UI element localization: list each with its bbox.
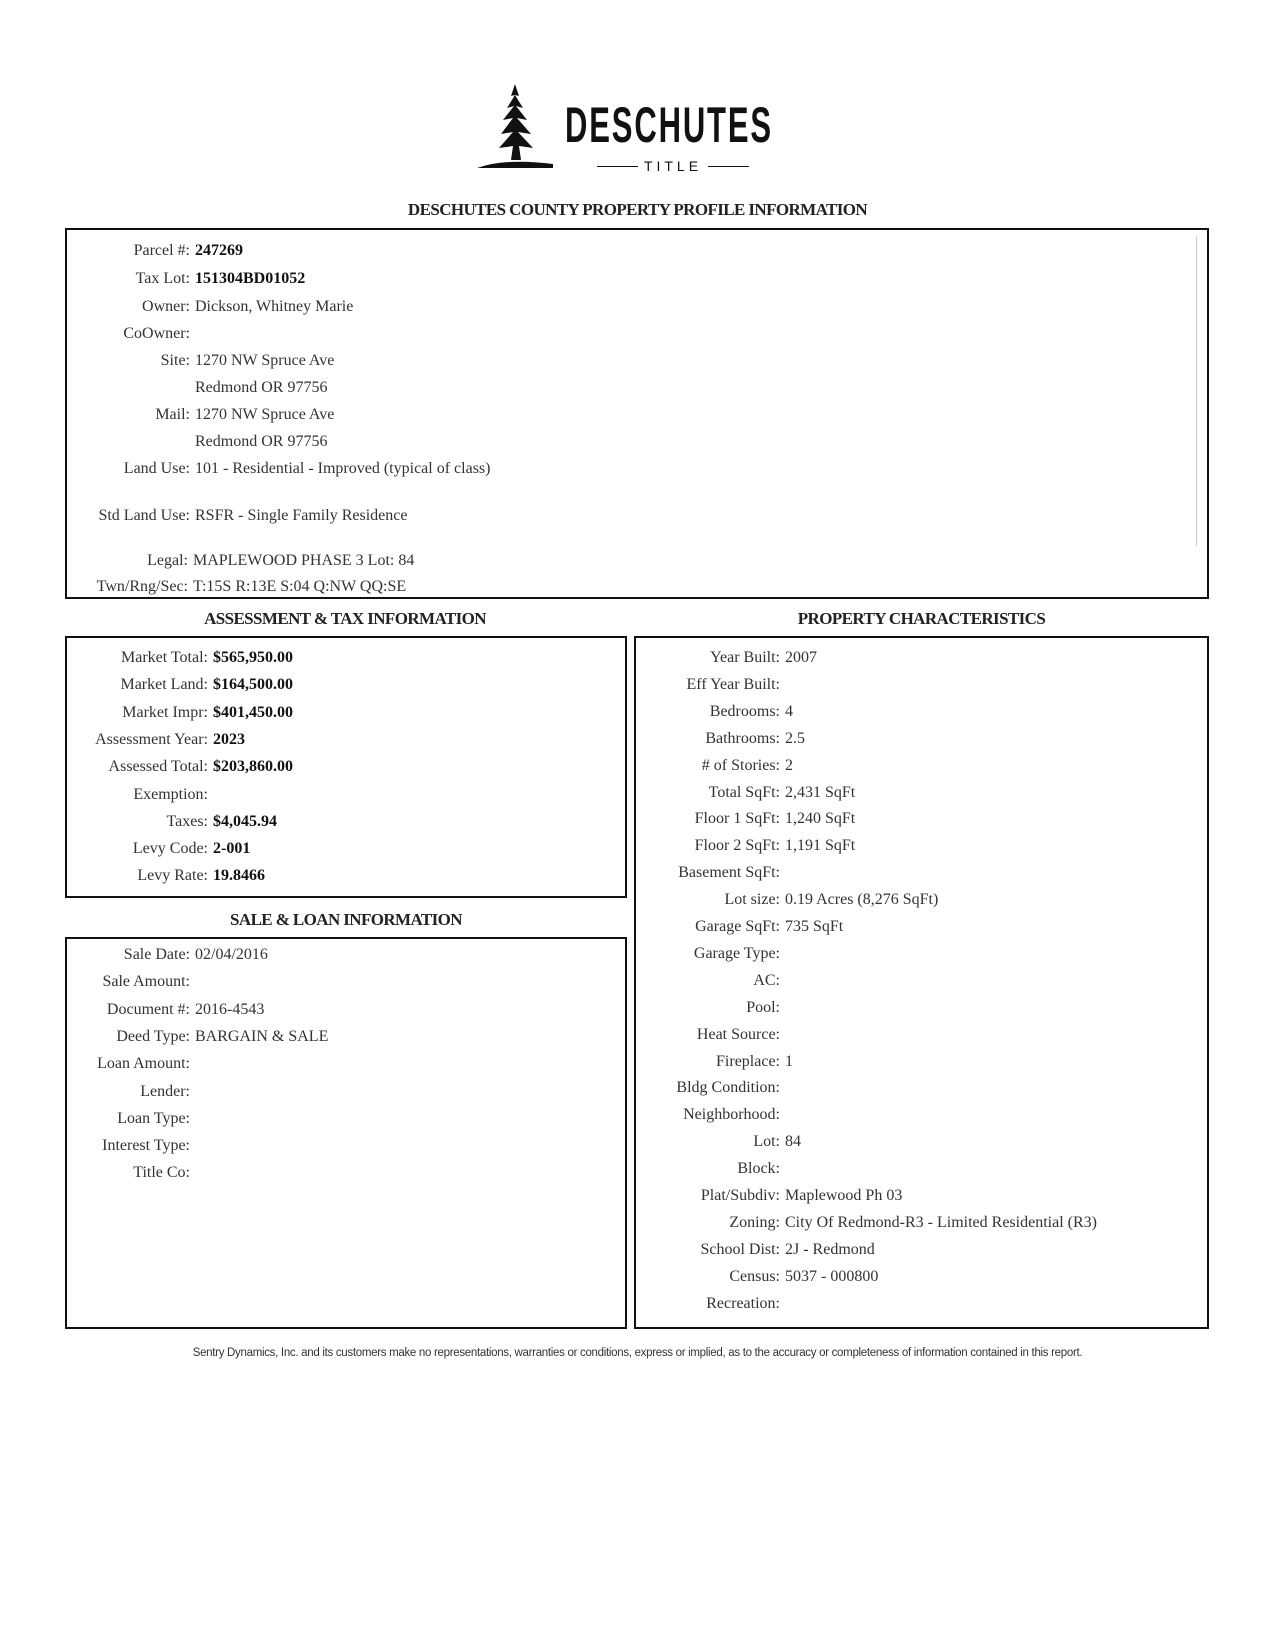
characteristics-row: [640, 1052, 793, 1072]
characteristics-label: Fireplace:: [716, 1053, 780, 1070]
landuse-row: [70, 459, 490, 479]
mail-row: [70, 405, 334, 425]
characteristics-row: [640, 971, 785, 991]
profile-box-scroll-edge: [1196, 236, 1197, 546]
characteristics-label: Heat Source:: [696, 1026, 780, 1043]
assessment-row: [70, 675, 293, 695]
characteristics-row: [640, 944, 785, 964]
logo-subtitle-text: TITLE: [643, 158, 703, 174]
sale-value: 02/04/2016: [195, 946, 268, 963]
assessment-label: Market Impr:: [122, 703, 208, 721]
sale-row: [70, 1163, 195, 1183]
characteristics-value: 2,431 SqFt: [785, 784, 856, 801]
coowner-label: CoOwner:: [123, 325, 190, 342]
sale-row: [70, 1082, 195, 1102]
assessment-label: Assessment Year:: [95, 730, 208, 748]
characteristics-label: Census:: [729, 1268, 780, 1285]
characteristics-row: [640, 998, 785, 1018]
sale-row: [70, 945, 268, 965]
characteristics-row: [640, 890, 938, 910]
sale-label: Lender:: [140, 1082, 190, 1100]
characteristics-row: [640, 1078, 785, 1098]
assessment-value: $565,950.00: [213, 649, 293, 666]
site-row-2: [195, 378, 327, 398]
site-row: [70, 351, 334, 371]
characteristics-value: 2.5: [785, 730, 805, 747]
characteristics-value: 2: [785, 757, 793, 774]
assessment-value: $164,500.00: [213, 676, 293, 694]
mail-line1: 1270 NW Spruce Ave: [195, 406, 335, 423]
sale-label: Sale Date:: [123, 946, 190, 963]
characteristics-value: 1,240 SqFt: [785, 810, 856, 827]
mail-row-2: [195, 432, 327, 452]
characteristics-value: 735 SqFt: [785, 918, 844, 935]
assessment-row: [70, 785, 213, 805]
characteristics-label: Floor 1 SqFt:: [694, 810, 780, 827]
owner-value: Dickson, Whitney Marie: [195, 298, 354, 315]
assessment-row: [70, 866, 265, 886]
characteristics-value: City Of Redmond-R3 - Limited Residential (R3): [785, 1214, 1097, 1231]
characteristics-label: Basement SqFt:: [678, 864, 780, 881]
sale-row: [70, 1054, 195, 1074]
characteristics-label: Zoning:: [729, 1214, 780, 1231]
stdlanduse-value: RSFR - Single Family Residence: [195, 507, 408, 524]
characteristics-label: AC:: [753, 972, 780, 989]
characteristics-label: Plat/Subdiv:: [700, 1187, 780, 1204]
site-line2: Redmond OR 97756: [195, 379, 328, 396]
characteristics-label: Garage Type:: [693, 945, 780, 962]
sale-row: [70, 1109, 195, 1129]
characteristics-value: 0.19 Acres (8,276 SqFt): [785, 891, 939, 908]
legal-value: MAPLEWOOD PHASE 3 Lot: 84: [193, 552, 415, 569]
characteristics-label: Floor 2 SqFt:: [694, 837, 780, 854]
characteristics-row: [640, 1213, 1097, 1233]
landuse-label: Land Use:: [123, 460, 190, 477]
characteristics-row: [640, 1159, 785, 1179]
landuse-value: 101 - Residential - Improved (typical of class): [195, 460, 491, 477]
assessment-value: 2023: [213, 730, 245, 748]
stdlanduse-label: Std Land Use:: [98, 507, 190, 524]
characteristics-row: [640, 675, 785, 695]
mail-label: Mail:: [155, 406, 190, 423]
characteristics-label: Total SqFt:: [708, 784, 780, 801]
owner-label: Owner:: [142, 298, 190, 315]
sale-label: Loan Type:: [117, 1109, 190, 1127]
characteristics-row: [640, 1025, 785, 1045]
assessment-row: [70, 703, 293, 723]
twn-row: [70, 577, 406, 597]
characteristics-label: Bedrooms:: [709, 703, 780, 720]
characteristics-value: Maplewood Ph 03: [785, 1187, 903, 1204]
characteristics-row: [640, 1294, 785, 1314]
site-line1: 1270 NW Spruce Ave: [195, 352, 335, 369]
taxlot-label: Tax Lot:: [135, 270, 190, 287]
characteristics-row: [640, 809, 855, 829]
pine-tree-icon: [475, 82, 555, 172]
twn-value: T:15S R:13E S:04 Q:NW QQ:SE: [193, 578, 407, 595]
assessment-row: [70, 648, 293, 668]
assessment-label: Exemption:: [133, 785, 208, 803]
mail-line2: Redmond OR 97756: [195, 433, 328, 450]
characteristics-row: [640, 836, 855, 856]
sale-value: 2016-4543: [195, 1000, 265, 1018]
assessment-row: [70, 812, 277, 832]
twn-label: Twn/Rng/Sec:: [96, 578, 188, 595]
assessment-label: Taxes:: [166, 812, 208, 830]
characteristics-label: Recreation:: [706, 1295, 780, 1312]
characteristics-value: 4: [785, 703, 793, 720]
parcel-row: [70, 241, 243, 261]
characteristics-label: Neighborhood:: [683, 1106, 780, 1123]
sale-row: [70, 1000, 264, 1020]
characteristics-label: School Dist:: [700, 1241, 780, 1258]
characteristics-label: Bldg Condition:: [676, 1079, 780, 1096]
logo-rule-left: [597, 166, 638, 167]
assessment-label: Assessed Total:: [108, 758, 208, 776]
parcel-label: Parcel #:: [133, 242, 190, 259]
assessment-label: Market Total:: [120, 649, 208, 666]
assessment-heading: ASSESSMENT & TAX INFORMATION: [204, 609, 486, 628]
characteristics-row: [640, 917, 843, 937]
assessment-value: $401,450.00: [213, 703, 293, 721]
assessment-label: Market Land:: [120, 676, 208, 694]
sale-row: [70, 972, 195, 992]
characteristics-row: [640, 756, 793, 776]
characteristics-row: [640, 863, 785, 883]
characteristics-label: Year Built:: [710, 649, 780, 666]
characteristics-label: Pool:: [746, 999, 780, 1016]
assessment-value: 2-001: [213, 840, 251, 858]
logo-wordmark: DESCHUTES: [565, 97, 773, 153]
assessment-value: 19.8466: [213, 867, 265, 885]
assessment-value: $4,045.94: [213, 812, 277, 830]
characteristics-value: 1,191 SqFt: [785, 837, 856, 854]
sale-label: Loan Amount:: [97, 1055, 190, 1073]
characteristics-value: 1: [785, 1053, 793, 1070]
characteristics-heading: PROPERTY CHARACTERISTICS: [797, 609, 1046, 628]
characteristics-value: 2J - Redmond: [785, 1241, 875, 1258]
page-title: DESCHUTES COUNTY PROPERTY PROFILE INFORMATION: [407, 200, 868, 219]
sale-row: [70, 1027, 328, 1047]
characteristics-label: Garage SqFt:: [695, 918, 780, 935]
characteristics-row: [640, 729, 805, 749]
characteristics-label: Eff Year Built:: [686, 676, 780, 693]
characteristics-row: [640, 648, 817, 668]
assessment-row: [70, 757, 293, 777]
site-label: Site:: [160, 352, 190, 369]
logo-subtitle: [591, 158, 755, 174]
sale-label: Deed Type:: [116, 1027, 190, 1045]
sale-label: Document #:: [106, 1000, 190, 1018]
sale-label: Title Co:: [133, 1164, 190, 1182]
characteristics-row: [640, 1186, 902, 1206]
coowner-row: [70, 324, 195, 344]
characteristics-row: [640, 783, 855, 803]
characteristics-row: [640, 1240, 875, 1260]
parcel-value: 247269: [195, 242, 243, 259]
legal-row: [70, 551, 414, 571]
characteristics-row: [640, 1132, 801, 1152]
characteristics-value: 2007: [785, 649, 817, 666]
legal-label: Legal:: [147, 552, 188, 569]
sale-label: Interest Type:: [102, 1137, 190, 1155]
sale-value: BARGAIN & SALE: [195, 1027, 329, 1045]
characteristics-value: 84: [785, 1133, 801, 1150]
stdlanduse-row: [70, 506, 407, 526]
characteristics-label: Lot:: [753, 1133, 780, 1150]
disclaimer: Sentry Dynamics, Inc. and its customers make no representations, warranties or conditions, express or implied, as to the accuracy or completeness of information contained in this report.: [192, 1347, 1083, 1359]
characteristics-value: 5037 - 000800: [785, 1268, 879, 1285]
sale-heading: SALE & LOAN INFORMATION: [230, 910, 462, 929]
characteristics-row: [640, 1105, 785, 1125]
assessment-value: $203,860.00: [213, 758, 293, 776]
taxlot-value: 151304BD01052: [195, 270, 306, 287]
characteristics-row: [640, 702, 793, 722]
deschutes-title-logo: [495, 82, 795, 182]
characteristics-label: Lot size:: [724, 891, 780, 908]
assessment-row: [70, 839, 250, 859]
owner-row: [70, 297, 353, 317]
characteristics-label: # of Stories:: [701, 757, 780, 774]
characteristics-label: Bathrooms:: [705, 730, 780, 747]
assessment-label: Levy Code:: [132, 840, 208, 858]
logo-rule-right: [708, 166, 749, 167]
assessment-label: Levy Rate:: [137, 867, 208, 885]
characteristics-row: [640, 1267, 878, 1287]
sale-row: [70, 1136, 195, 1156]
assessment-row: [70, 730, 245, 750]
sale-label: Sale Amount:: [102, 973, 190, 991]
taxlot-row: [70, 269, 305, 289]
sale-box: [65, 937, 627, 1329]
characteristics-label: Block:: [737, 1160, 780, 1177]
